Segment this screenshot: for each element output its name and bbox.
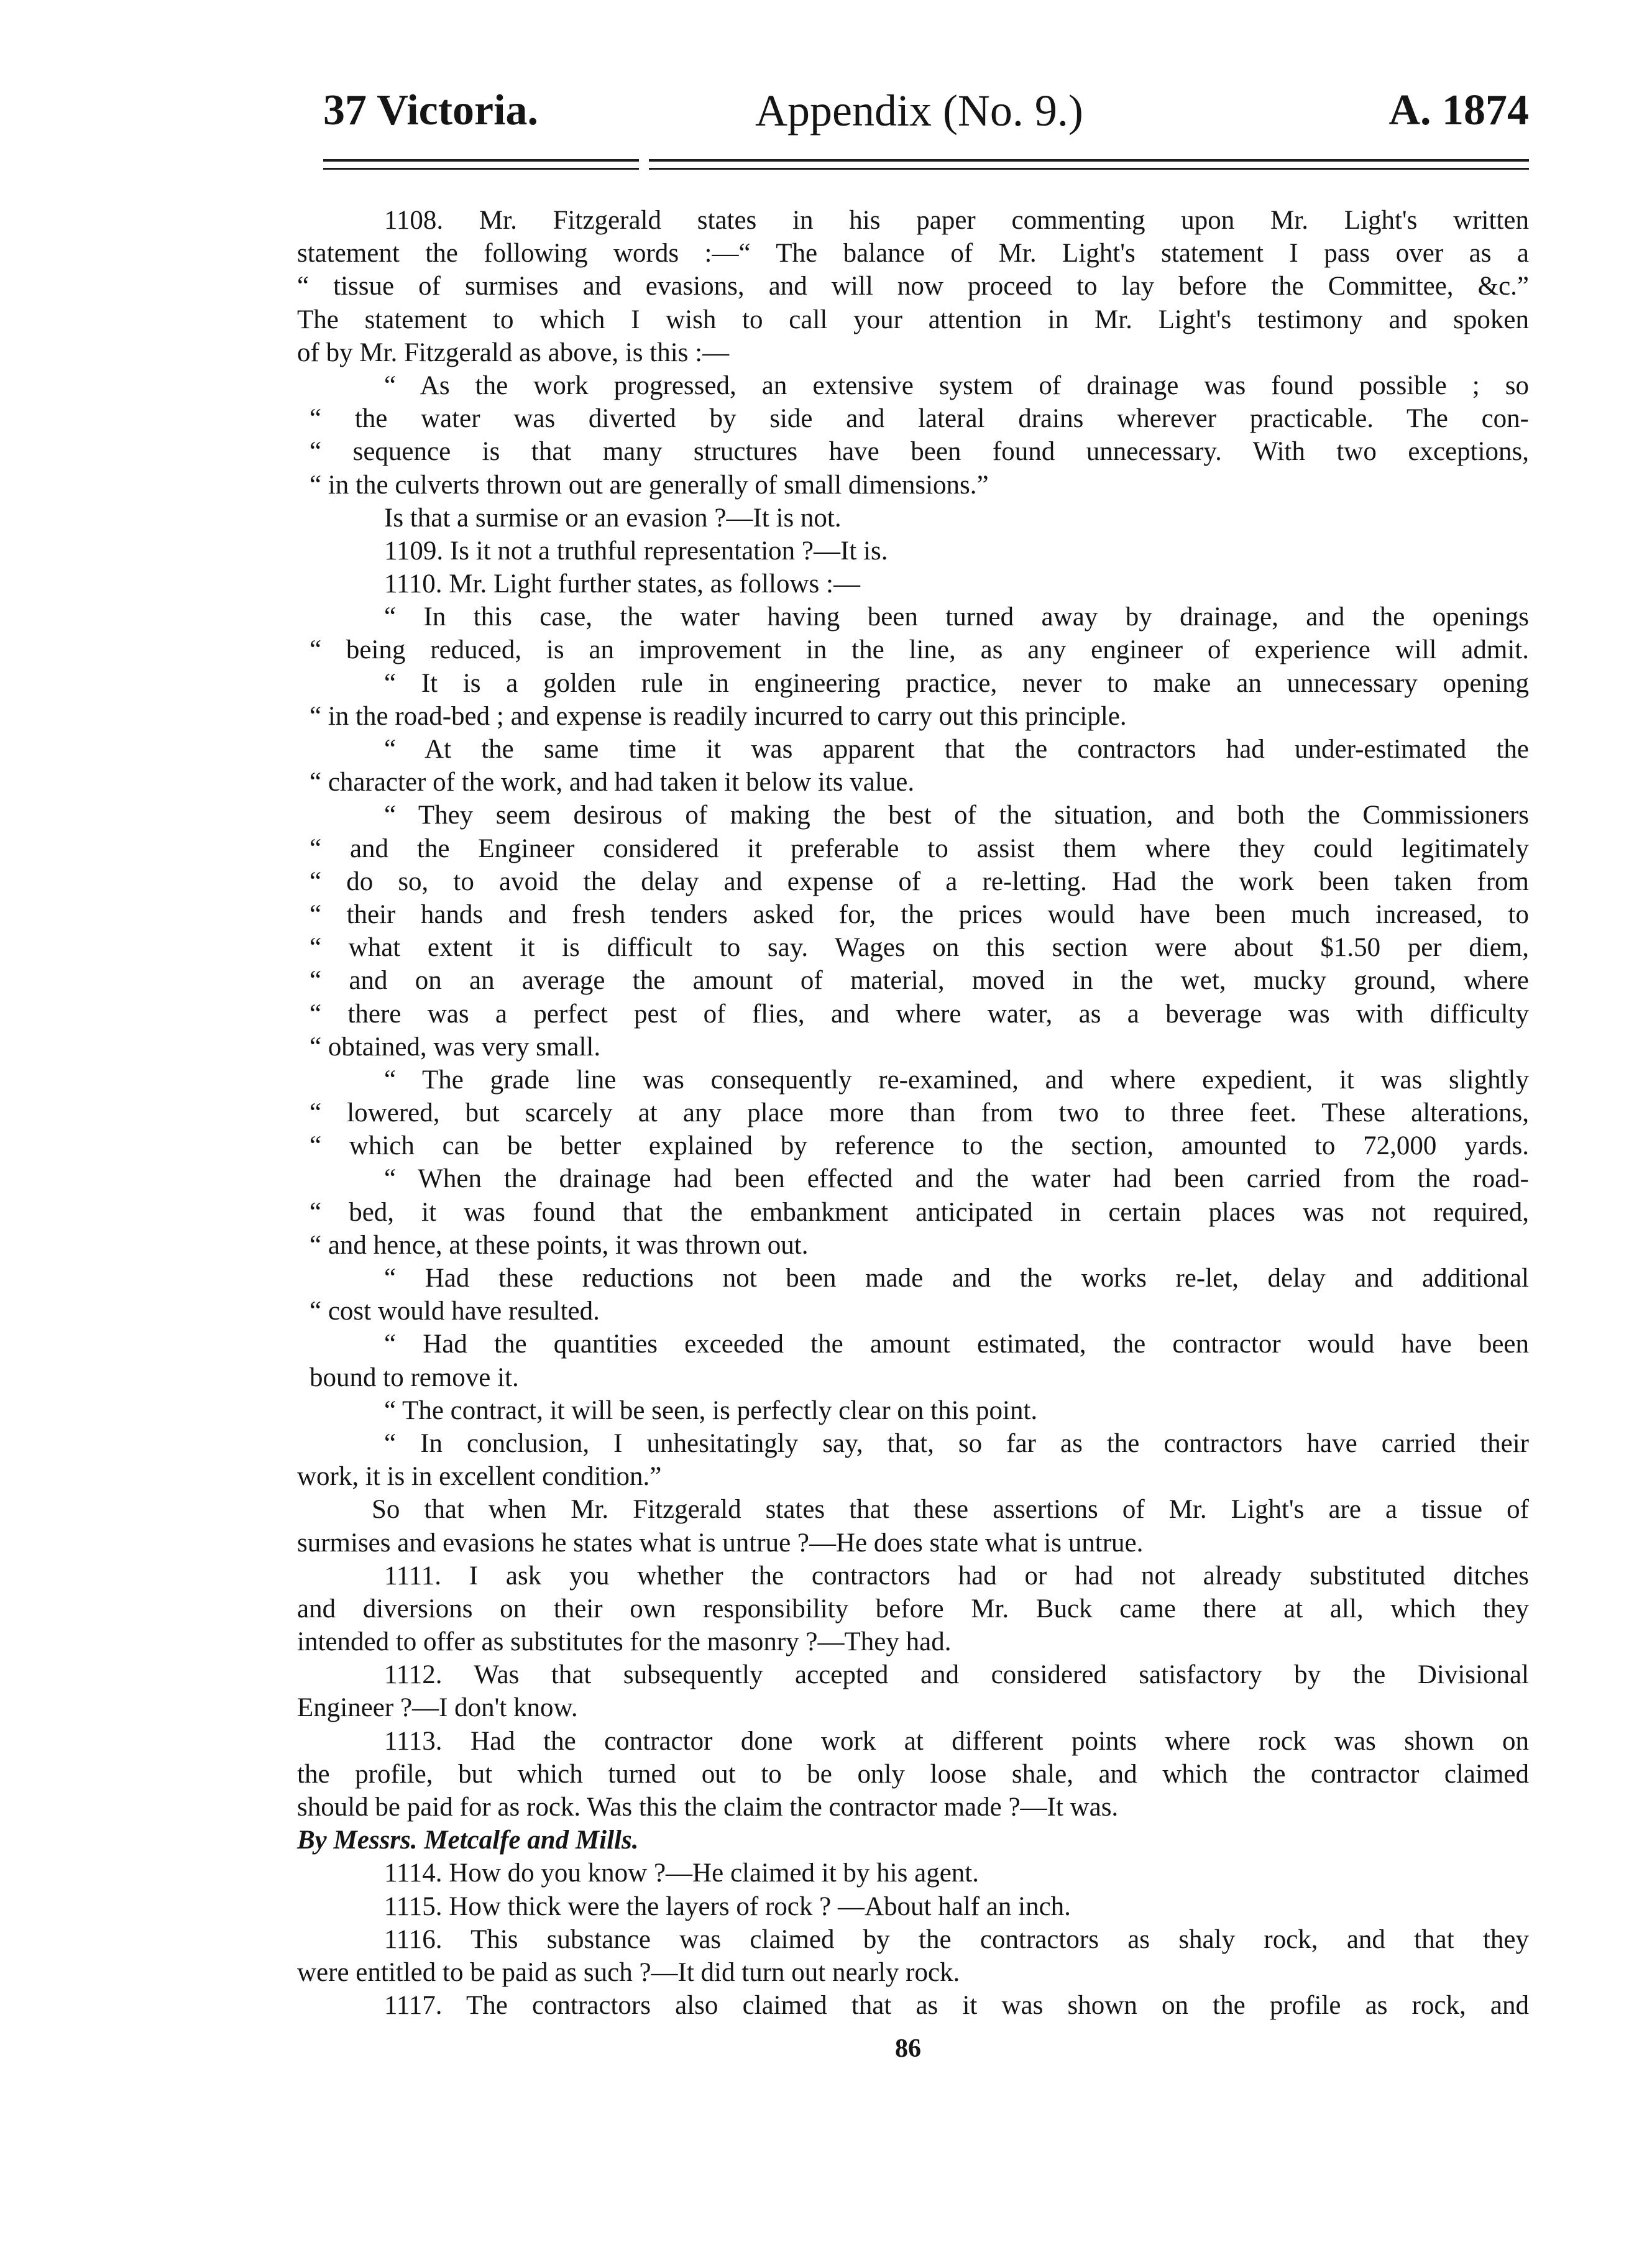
text-line: “ obtained, was very small. — [310, 1032, 601, 1062]
text-line: “ In this case, the water having been turned away by drainage, and the openings — [384, 602, 1529, 632]
text-line: “ in the road-bed ; and expense is readily incurred to carry out this principle. — [310, 701, 1127, 731]
text-line: “ and on an average the amount of material, moved in the wet, mucky ground, where — [310, 966, 1529, 996]
text-line: “ tissue of surmises and evasions, and will now proceed to lay before the Committee, &c.” — [297, 272, 1529, 301]
text-line: “ It is a golden rule in engineering practice, never to make an unnecessary opening — [384, 668, 1529, 698]
text-line: “ their hands and fresh tenders asked for, the prices would have been much increased, to — [310, 899, 1529, 929]
text-line: 1115. How thick were the layers of rock ? —About half an inch. — [384, 1891, 1071, 1921]
text-line: “ which can be better explained by reference to the section, amounted to 72,000 yards. — [310, 1131, 1529, 1161]
text-line: “ do so, to avoid the delay and expense of a re-letting. Had the work been taken from — [310, 866, 1529, 896]
text-line: 1111. I ask you whether the contractors had or had not already substituted ditches — [384, 1561, 1529, 1591]
header-session: 37 Victoria. — [323, 86, 539, 134]
text-line: “ As the work progressed, an extensive system of drainage was found possible ; so — [384, 370, 1529, 400]
text-line: Engineer ?—I don't know. — [297, 1693, 578, 1723]
text-line: 1109. Is it not a truthful representation ?—It is. — [384, 536, 888, 566]
text-line: “ what extent it is difficult to say. Wages on this section were about $1.50 per diem, — [310, 933, 1529, 963]
header-appendix: Appendix (No. 9.) — [755, 86, 1083, 135]
page-number: 86 — [895, 2034, 921, 2063]
text-line: 1116. This substance was claimed by the contractors as shaly rock, and that they — [384, 1924, 1529, 1954]
text-line: the profile, but which turned out to be only loose shale, and which the contractor claimed — [297, 1759, 1529, 1789]
text-line: “ The contract, it will be seen, is perfectly clear on this point. — [384, 1395, 1038, 1425]
text-line: and diversions on their own responsibility before Mr. Buck came there at all, which they — [297, 1594, 1529, 1624]
text-line: bound to remove it. — [310, 1362, 519, 1392]
text-line: statement the following words :—“ The balance of Mr. Light's statement I pass over as a — [297, 239, 1529, 269]
text-line: “ and hence, at these points, it was thrown out. — [310, 1230, 809, 1260]
text-line: 1108. Mr. Fitzgerald states in his paper commenting upon Mr. Light's written — [384, 206, 1529, 235]
text-line: “ In conclusion, I unhesitatingly say, that, so far as the contractors have carried their — [384, 1428, 1529, 1458]
header-rule-bottom — [323, 168, 1529, 170]
text-line: “ cost would have resulted. — [310, 1297, 600, 1326]
text-line: So that when Mr. Fitzgerald states that these assertions of Mr. Light's are a tissue of — [372, 1495, 1529, 1525]
text-line: “ and the Engineer considered it preferable to assist them where they could legitimately — [310, 834, 1529, 863]
text-line: of by Mr. Fitzgerald as above, is this :— — [297, 338, 730, 367]
text-line: Is that a surmise or an evasion ?—It is not. — [384, 503, 842, 533]
text-line: 1110. Mr. Light further states, as follows :— — [384, 569, 860, 599]
text-line: 1113. Had the contractor done work at different points where rock was shown on — [384, 1726, 1529, 1756]
text-line: “ Had these reductions not been made and the works re-let, delay and additional — [384, 1264, 1529, 1293]
header-year: A. 1874 — [1388, 86, 1529, 134]
text-line: “ When the drainage had been effected and the water had been carried from the road- — [384, 1164, 1529, 1194]
text-line: “ bed, it was found that the embankment anticipated in certain places was not required, — [310, 1197, 1529, 1227]
text-line: “ At the same time it was apparent that the contractors had under-estimated the — [384, 735, 1529, 764]
text-line: 1112. Was that subsequently accepted and considered satisfactory by the Divisional — [384, 1660, 1529, 1690]
running-header — [323, 80, 1529, 148]
text-line: “ lowered, but scarcely at any place more than from two to three feet. These alterations, — [310, 1098, 1529, 1128]
text-line: work, it is in excellent condition.” — [297, 1462, 662, 1492]
header-rule-top — [323, 159, 1529, 162]
text-line: “ They seem desirous of making the best of the situation, and both the Commissioners — [384, 801, 1529, 830]
text-line: “ there was a perfect pest of flies, and where water, as a beverage was with difficulty — [310, 999, 1529, 1029]
text-line: The statement to which I wish to call your attention in Mr. Light's testimony and spoken — [297, 305, 1529, 334]
text-line: “ the water was diverted by side and lateral drains wherever practicable. The con- — [310, 404, 1529, 434]
text-line: “ sequence is that many structures have been found unnecessary. With two exceptions, — [310, 437, 1529, 467]
text-line: 1117. The contractors also claimed that as it was shown on the profile as rock, and — [384, 1991, 1529, 2021]
text-line: “ being reduced, is an improvement in the line, as any engineer of experience will admit. — [310, 635, 1529, 665]
text-line: 1114. How do you know ?—He claimed it by his agent. — [384, 1858, 979, 1888]
document-body — [297, 204, 1529, 2022]
text-line: “ character of the work, and had taken it below its value. — [310, 768, 915, 797]
section-heading: By Messrs. Metcalfe and Mills. — [297, 1826, 639, 1855]
text-line: surmises and evasions he states what is untrue ?—He does state what is untrue. — [297, 1528, 1144, 1558]
text-line: “ Had the quantities exceeded the amount estimated, the contractor would have been — [384, 1330, 1529, 1359]
text-line: “ in the culverts thrown out are generally of small dimensions.” — [310, 470, 989, 500]
text-line: “ The grade line was consequently re-examined, and where expedient, it was slightly — [384, 1065, 1529, 1095]
text-line: were entitled to be paid as such ?—It did turn out nearly rock. — [297, 1957, 960, 1987]
text-line: intended to offer as substitutes for the masonry ?—They had. — [297, 1627, 952, 1657]
text-line: should be paid for as rock. Was this the claim the contractor made ?—It was. — [297, 1793, 1119, 1822]
rule-gap — [639, 155, 649, 173]
